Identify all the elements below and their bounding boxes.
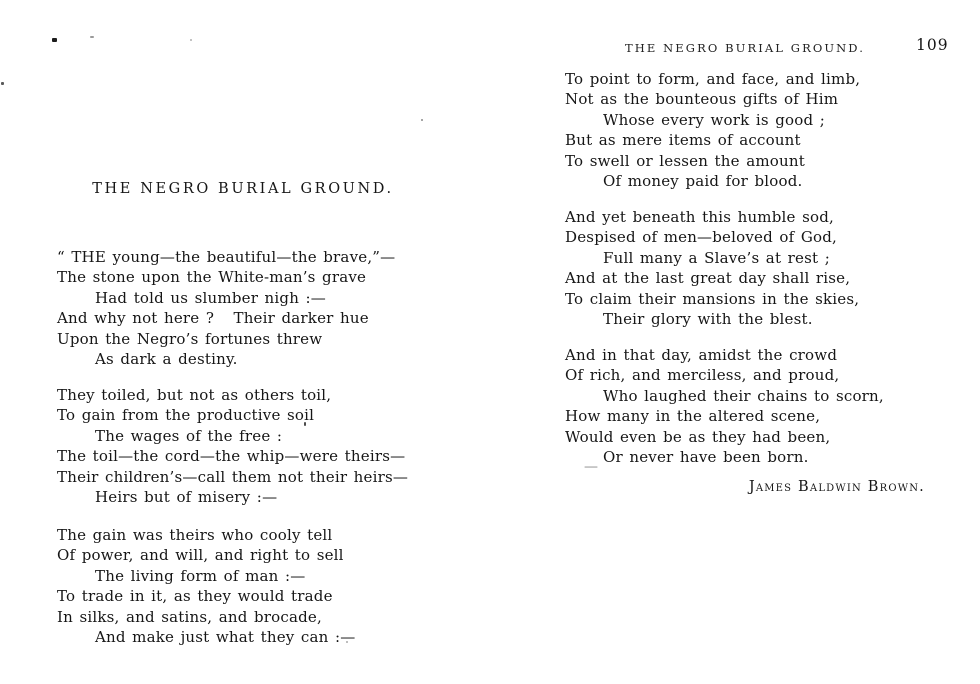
poem-line: And why not here ? Their darker hue xyxy=(57,309,369,328)
poem-line: Of money paid for blood. xyxy=(603,172,803,191)
poem-line: To trade in it, as they would trade xyxy=(57,587,333,606)
poem-line: Whose every work is good ; xyxy=(603,110,826,129)
poem-stanza xyxy=(57,247,395,369)
author-attribution: James Baldwin Brown. xyxy=(748,479,925,495)
poem-line: Would even be as they had been, xyxy=(565,427,831,446)
poem-line: Who laughed their chains to scorn, xyxy=(603,386,884,405)
poem-line: The stone upon the White-man’s grave xyxy=(57,268,367,287)
scan-speck xyxy=(1,82,4,85)
separator-dash: — xyxy=(584,459,598,475)
poem-line: The gain was theirs who cooly tell xyxy=(57,526,333,544)
poem-line: Upon the Negro’s fortunes threw xyxy=(57,329,323,348)
scan-speck xyxy=(190,39,192,41)
poem-line: And make just what they can :— xyxy=(95,628,356,647)
poem-line: Of power, and will, and right to sell xyxy=(57,546,344,565)
poem-line: The toil—the cord—the whip—were theirs— xyxy=(57,447,406,466)
poem-line: As dark a destiny. xyxy=(95,350,238,369)
poem-line: But as mere items of account xyxy=(565,131,801,150)
poem-line: Their children’s—call them not their heirs— xyxy=(57,467,409,486)
poem-stanza xyxy=(57,525,355,647)
poem-line: To gain from the productive soil xyxy=(57,406,315,425)
poem-line: Heirs but of misery :— xyxy=(95,488,278,507)
page-number: 109 xyxy=(916,36,949,54)
poem-line: In silks, and satins, and brocade, xyxy=(57,607,322,626)
poem-line: How many in the altered scene, xyxy=(565,407,821,426)
poem-line: And in that day, amidst the crowd xyxy=(565,346,838,364)
poem-line: And yet beneath this humble sod, xyxy=(565,208,834,226)
poem-line: To claim their mansions in the skies, xyxy=(565,289,860,308)
poem-stanza xyxy=(565,345,884,467)
poem-line: They toiled, but not as others toil, xyxy=(57,386,332,404)
poem-title: THE NEGRO BURIAL GROUND. xyxy=(92,181,394,197)
poem-line: The living form of man :— xyxy=(95,566,306,585)
poem-line: Had told us slumber nigh :— xyxy=(95,288,326,307)
scan-speck xyxy=(421,119,423,121)
poem-line: To swell or lessen the amount xyxy=(565,151,805,170)
poem-line: To point to form, and face, and limb, xyxy=(565,70,861,88)
poem-line: Of rich, and merciless, and proud, xyxy=(565,366,840,385)
poem-stanza xyxy=(565,69,860,191)
scan-speck xyxy=(52,38,57,42)
poem-line: And at the last great day shall rise, xyxy=(565,269,851,288)
poem-line: Their glory with the blest. xyxy=(603,310,813,329)
poem-line: Full many a Slave’s at rest ; xyxy=(603,248,830,267)
running-header: THE NEGRO BURIAL GROUND. xyxy=(625,41,865,55)
poem-line: Despised of men—beloved of God, xyxy=(565,228,838,247)
poem-line: “ THE young—the beautiful—the brave,”— xyxy=(57,248,396,266)
scan-speck xyxy=(90,36,94,38)
poem-line: The wages of the free : xyxy=(95,426,283,445)
poem-line: Not as the bounteous gifts of Him xyxy=(565,90,839,109)
poem-stanza xyxy=(565,207,859,329)
poem-line: Or never have been born. xyxy=(603,448,809,467)
poem-stanza xyxy=(57,385,408,507)
